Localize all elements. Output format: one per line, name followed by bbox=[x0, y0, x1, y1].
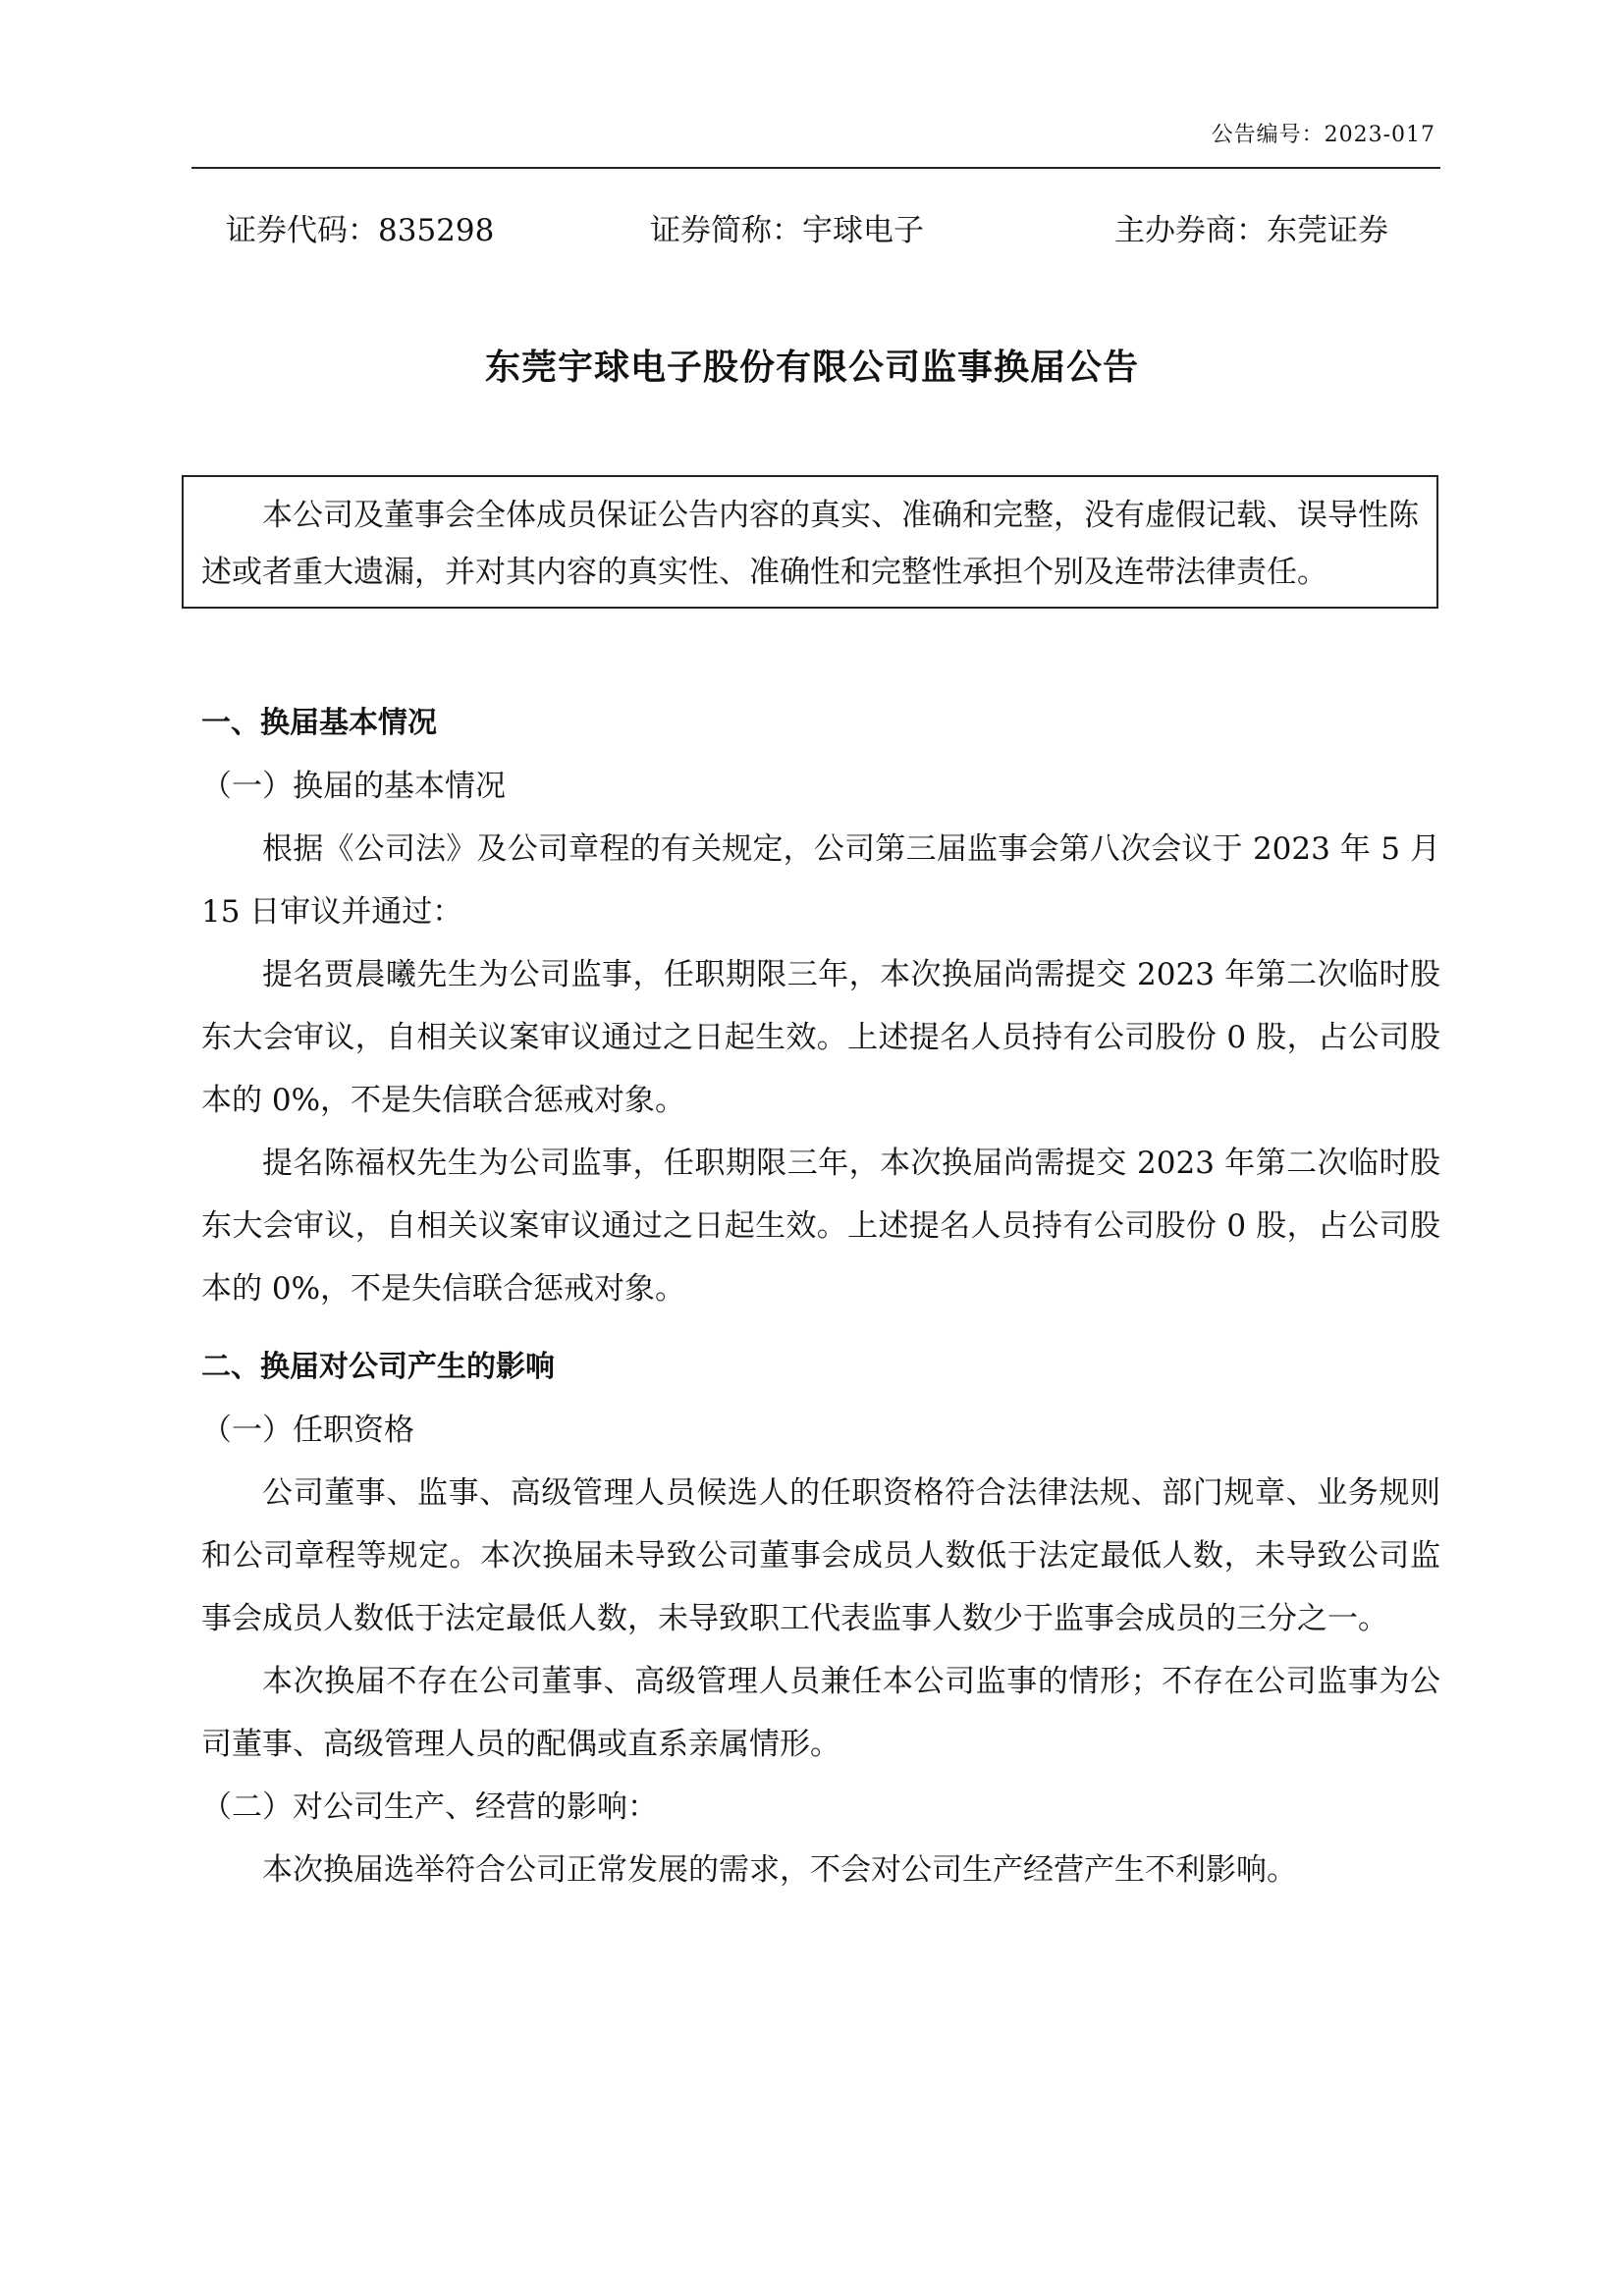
security-info-row bbox=[226, 210, 1414, 251]
header-divider bbox=[191, 167, 1440, 169]
sub-heading-qualification: （一）任职资格 bbox=[201, 1413, 414, 1448]
paragraph: 本次换届选举符合公司正常发展的需求，不会对公司生产经营产生不利影响。 bbox=[262, 1852, 1297, 1888]
paragraph: 提名陈福权先生为公司监事，任职期限三年，本次换届尚需提交 2023 年第二次临时股东大会审议，自相关议案审议通过之日起生效。上述提名人员持有公司股份 0 股，占公司股本的 0%，不是失信联合惩戒对象。 bbox=[201, 1146, 1440, 1307]
document-title: 东莞宇球电子股份有限公司监事换届公告 bbox=[484, 347, 1139, 388]
document-body bbox=[201, 692, 1440, 1901]
section-heading-basic-info: 一、换届基本情况 bbox=[201, 706, 437, 740]
security-abbreviation: 证券简称：宇球电子 bbox=[650, 213, 924, 248]
paragraph: 公司董事、监事、高级管理人员候选人的任职资格符合法律法规、部门规章、业务规则和公司章程等规定。本次换届未导致公司董事会成员人数低于法定最低人数，未导致公司监事会成员人数低于法定最低人数，未导致职工代表监事人数少于监事会成员的三分之一。 bbox=[201, 1475, 1440, 1636]
sponsor-broker: 主办券商：东莞证券 bbox=[1114, 213, 1388, 248]
announcement-number: 公告编号：2023-017 bbox=[1211, 123, 1435, 147]
sub-heading-operations-impact: （二）对公司生产、经营的影响： bbox=[201, 1789, 658, 1825]
security-code: 证券代码：835298 bbox=[226, 213, 495, 248]
sub-heading-basic-situation: （一）换届的基本情况 bbox=[201, 769, 506, 804]
paragraph: 根据《公司法》及公司章程的有关规定，公司第三届监事会第八次会议于 2023 年 5 月 15 日审议并通过： bbox=[201, 831, 1440, 930]
paragraph: 提名贾晨曦先生为公司监事，任职期限三年，本次换届尚需提交 2023 年第二次临时股东大会审议，自相关议案审议通过之日起生效。上述提名人员持有公司股份 0 股，占公司股本的 0%，不是失信联合惩戒对象。 bbox=[201, 957, 1440, 1118]
section-heading-impact: 二、换届对公司产生的影响 bbox=[201, 1350, 555, 1384]
spacer bbox=[201, 1320, 1440, 1336]
paragraph: 本次换届不存在公司董事、高级管理人员兼任本公司监事的情形；不存在公司监事为公司董事、高级管理人员的配偶或直系亲属情形。 bbox=[201, 1664, 1440, 1762]
disclaimer-box: 本公司及董事会全体成员保证公告内容的真实、准确和完整，没有虚假记载、误导性陈述或者重大遗漏，并对其内容的真实性、准确性和完整性承担个别及连带法律责任。 bbox=[182, 475, 1438, 609]
